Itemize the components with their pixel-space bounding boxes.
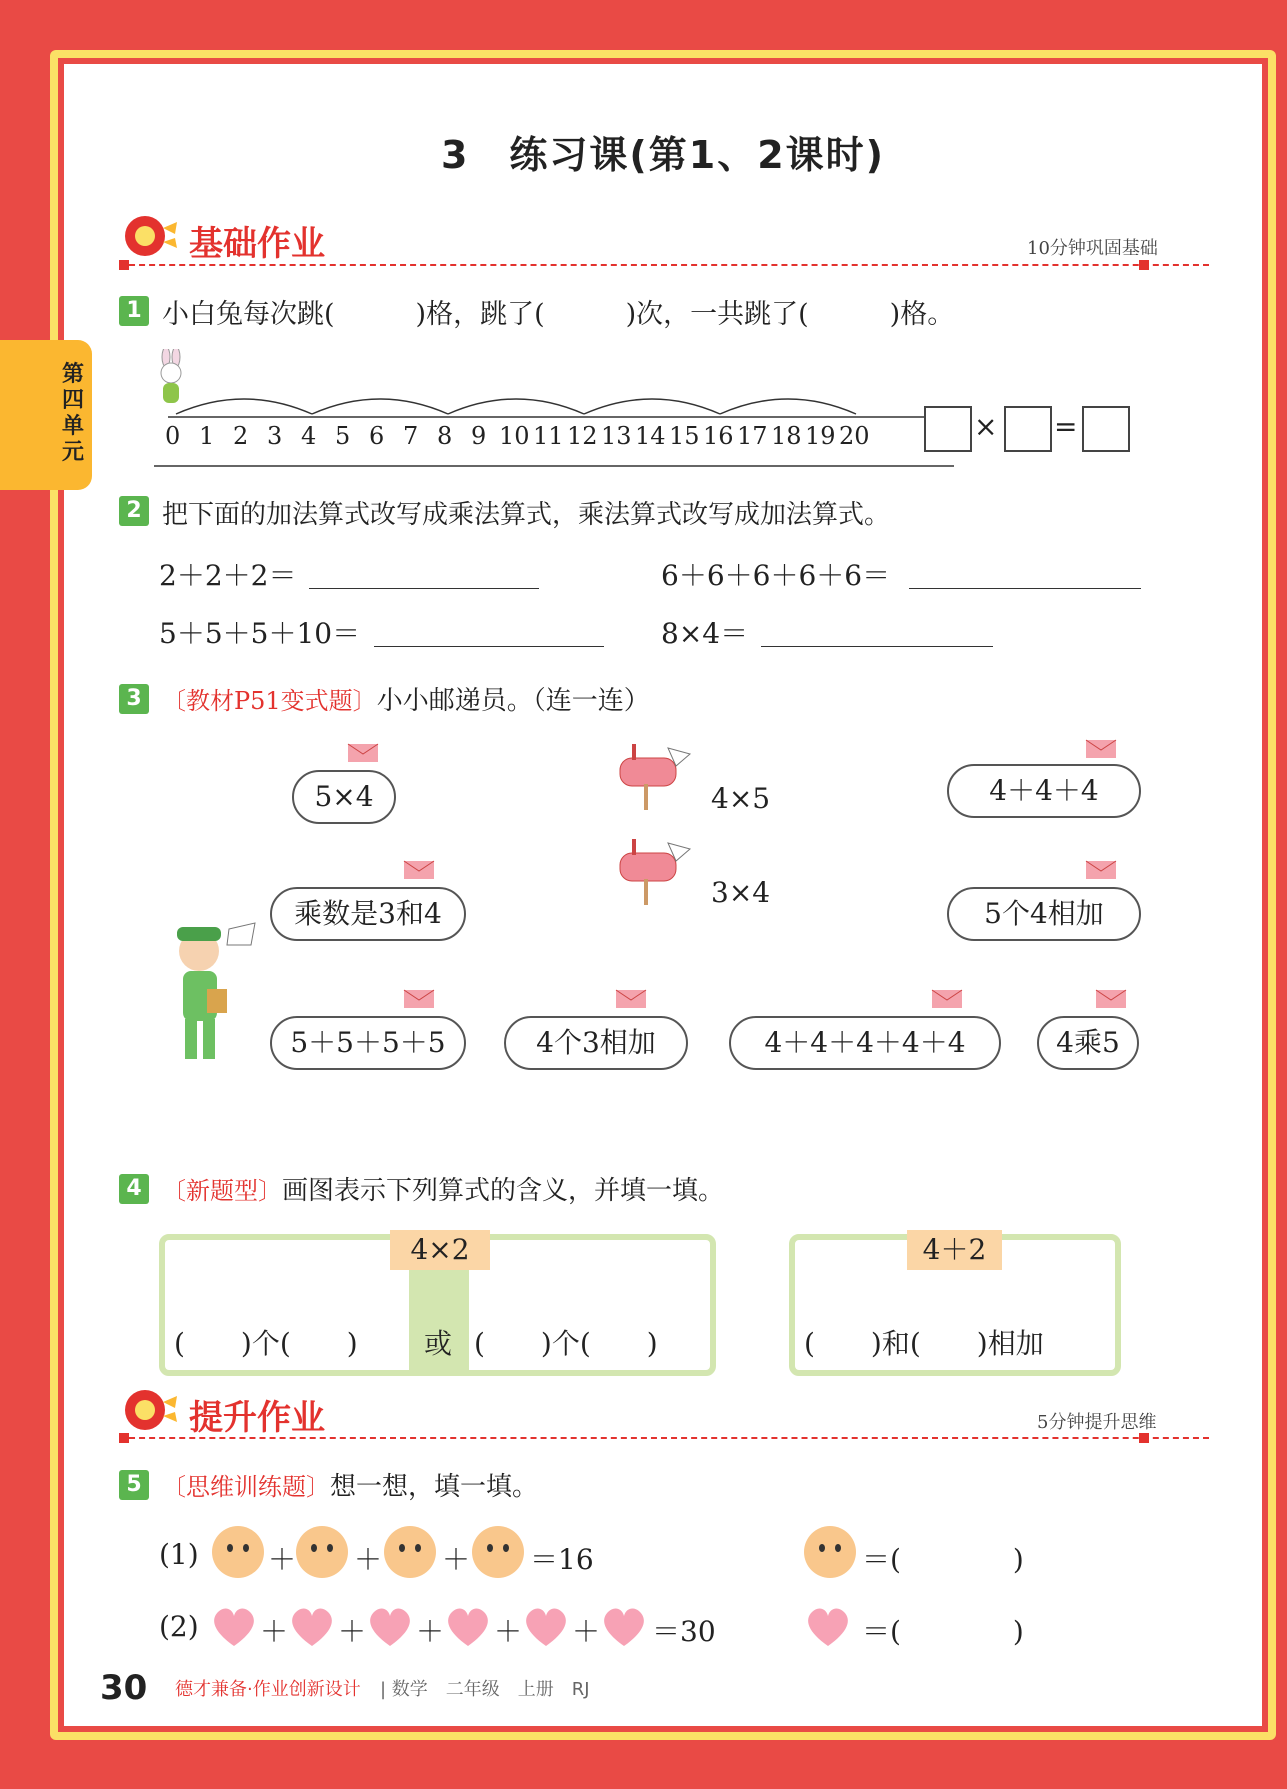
plus-sign: ＋ (494, 1615, 523, 1648)
question-text (162, 680, 650, 717)
question-text-body: 小小邮递员。（连一连） (376, 686, 650, 716)
answer-line[interactable] (309, 588, 539, 589)
equation: 8×4＝ (661, 617, 749, 650)
answer-line[interactable] (374, 646, 604, 647)
tick-label: 12 (567, 422, 598, 450)
number-line-ticks (165, 422, 1005, 456)
times-sign: × (974, 410, 998, 443)
plus-sign: ＋ (260, 1615, 289, 1648)
section-subtitle: 5分钟提升思维 (1037, 1412, 1157, 1433)
envelope-icon (346, 740, 386, 766)
tick-label: 20 (839, 422, 870, 450)
bell-icon (119, 212, 179, 262)
tick-label: 10 (499, 422, 530, 450)
answer-line[interactable] (761, 646, 993, 647)
footer-brand: 德才兼备·作业创新设计 (175, 1679, 361, 1700)
question-number: 2 (119, 496, 149, 526)
question-text (162, 1170, 724, 1207)
worksheet-page (64, 64, 1262, 1726)
page-title: 3 练习课(第1、2课时) (440, 133, 886, 177)
plus-sign: ＋ (442, 1543, 471, 1576)
smiley-face-icon (296, 1526, 348, 1578)
cloud-card[interactable]: 5个4相加 (947, 887, 1141, 941)
equation: 5＋5＋5＋10＝ (159, 617, 361, 650)
plus-sign: ＋ (268, 1543, 297, 1576)
envelope-icon (930, 986, 970, 1012)
mailbox-icon (616, 744, 696, 814)
cloud-card[interactable]: 4个3相加 (504, 1016, 688, 1070)
equals-sign: = (1054, 410, 1078, 443)
question-tag: 〔新题型〕 (162, 1177, 282, 1205)
question-text-body: 画图表示下列算式的含义，并填一填。 (282, 1176, 725, 1206)
envelope-icon (402, 986, 442, 1012)
envelope-icon (1084, 736, 1124, 762)
smiley-face-icon (804, 1526, 856, 1578)
tick-label: 8 (437, 422, 453, 450)
tick-label: 17 (737, 422, 768, 450)
plus-sign: ＋ (338, 1615, 367, 1648)
panel-label: 4＋2 (907, 1230, 1002, 1270)
heart-icon (444, 1604, 492, 1648)
postman-icon (159, 909, 279, 1069)
smiley-face-icon (384, 1526, 436, 1578)
section-subtitle: 10分钟巩固基础 (1027, 238, 1158, 259)
envelope-icon (1084, 857, 1124, 883)
envelope-icon (1094, 986, 1134, 1012)
cloud-card[interactable]: 乘数是3和4 (270, 887, 466, 941)
answer-box[interactable] (1082, 406, 1130, 452)
equation-result: ＝16 (530, 1543, 594, 1576)
fill-text: ( )个( ) (174, 1327, 358, 1360)
cloud-card[interactable]: 4＋4＋4＋4＋4 (729, 1016, 1001, 1070)
heart-icon (600, 1604, 648, 1648)
question-text (162, 1466, 538, 1503)
question-number: 5 (119, 1470, 149, 1500)
tick-label: 1 (199, 422, 215, 450)
smiley-face-icon (472, 1526, 524, 1578)
section-title: 基础作业 (189, 224, 325, 264)
answer-line[interactable] (909, 588, 1141, 589)
section-divider (119, 264, 1209, 266)
answer-box[interactable] (1004, 406, 1052, 452)
mailbox-label: 4×5 (711, 782, 771, 815)
fill-text: ( )和( )相加 (804, 1327, 1044, 1360)
equation: 6＋6＋6＋6＋6＝ (661, 559, 891, 592)
divider-dot (1139, 260, 1149, 270)
tick-label: 3 (267, 422, 283, 450)
question-number: 1 (119, 296, 149, 326)
tick-label: 4 (301, 422, 317, 450)
divider-dot (119, 260, 129, 270)
tick-label: 6 (369, 422, 385, 450)
unit-side-label: 第四单元 (61, 362, 84, 465)
heart-icon (522, 1604, 570, 1648)
heart-icon (288, 1604, 336, 1648)
tick-label: 19 (805, 422, 836, 450)
bell-icon (119, 1386, 179, 1436)
tick-label: 9 (471, 422, 487, 450)
tick-label: 14 (635, 422, 666, 450)
section-basic-header (119, 212, 1219, 272)
smiley-face-icon (212, 1526, 264, 1578)
answer-blank[interactable]: ＝( ) (862, 1543, 1024, 1576)
panel-label: 4×2 (390, 1230, 490, 1270)
tick-label: 16 (703, 422, 734, 450)
equation: 2＋2＋2＝ (159, 559, 297, 592)
envelope-icon (614, 986, 654, 1012)
or-label: 或 (424, 1327, 453, 1360)
tick-label: 7 (403, 422, 419, 450)
question-number: 3 (119, 684, 149, 714)
envelope-icon (402, 857, 442, 883)
section-title: 提升作业 (189, 1398, 325, 1438)
cloud-card[interactable]: 4乘5 (1037, 1016, 1139, 1070)
page-number: 30 (100, 1668, 148, 1708)
tick-label: 18 (771, 422, 802, 450)
question-tag: 〔思维训练题〕 (162, 1473, 330, 1501)
divider-dot (1139, 1433, 1149, 1443)
answer-box[interactable] (924, 406, 972, 452)
divider-dot (119, 1433, 129, 1443)
row-label: (2) (159, 1610, 199, 1643)
tick-label: 15 (669, 422, 700, 450)
heart-icon (366, 1604, 414, 1648)
mailbox-label: 3×4 (711, 876, 771, 909)
plus-sign: ＋ (572, 1615, 601, 1648)
question-text-body: 想一想，填一填。 (330, 1472, 539, 1502)
plus-sign: ＋ (354, 1543, 383, 1576)
question-tag: 〔教材P51变式题〕 (162, 687, 377, 715)
cloud-card[interactable]: 5＋5＋5＋5 (270, 1016, 466, 1070)
cloud-card[interactable]: 4＋4＋4 (947, 764, 1141, 818)
question-number: 4 (119, 1174, 149, 1204)
footer-info: | 数学 二年级 上册 RJ (380, 1679, 590, 1700)
plus-sign: ＋ (416, 1615, 445, 1648)
cloud-card[interactable]: 5×4 (292, 770, 396, 824)
tick-label: 0 (165, 422, 181, 450)
row-label: (1) (159, 1538, 199, 1571)
question-text: 小白兔每次跳( )格，跳了( )次，一共跳了( )格。 (162, 299, 955, 330)
heart-icon (210, 1604, 258, 1648)
tick-label: 2 (233, 422, 249, 450)
heart-icon (804, 1604, 852, 1648)
tick-label: 13 (601, 422, 632, 450)
tick-label: 5 (335, 422, 351, 450)
answer-blank[interactable]: ＝( ) (862, 1615, 1024, 1648)
mailbox-icon (616, 839, 696, 909)
equation-result: ＝30 (652, 1615, 716, 1648)
tick-label: 11 (533, 422, 564, 450)
section-divider (119, 1437, 1209, 1439)
fill-text: ( )个( ) (474, 1327, 658, 1360)
question-text: 把下面的加法算式改写成乘法算式，乘法算式改写成加法算式。 (162, 500, 891, 530)
